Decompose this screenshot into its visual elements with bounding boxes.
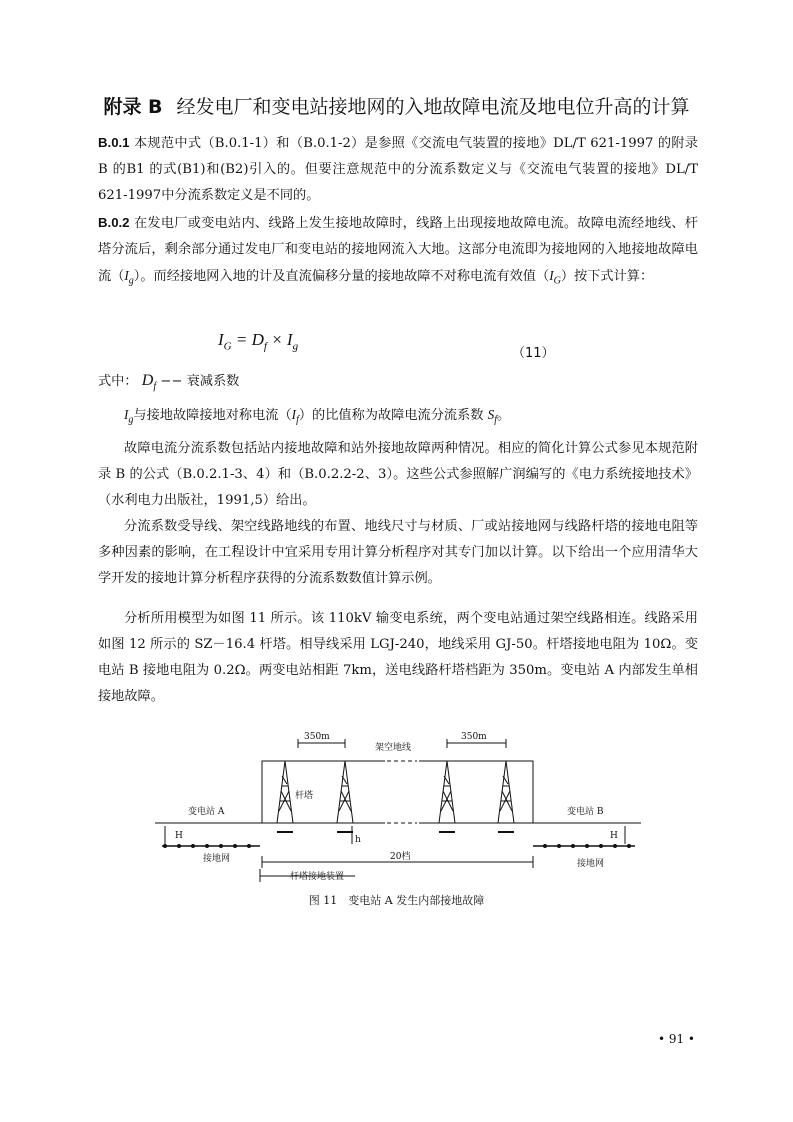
symbol-ig: $I_g$ [124,268,134,287]
paragraph-split: 故障电流分流系数包括站内接地故障和站外接地故障两种情况。相应的简化计算公式参见本规范附录 B 的公式（B.0.2.1-3、4）和（B.0.2.2-2、3）。这些公式参照解广润编写的《电力系统接地技术》（水利电力出版社，1991,5）给出。 [98,441,698,508]
symbol-If: $I_f$ [291,407,299,426]
label-tower: 杆塔 [295,791,314,801]
paragraph-factors: 分流系数受导线、架空线路地线的布置、地线尺寸与材质、厂或站接地网与线路杆塔的接地电阻等多种因素的影响，在工程设计中宜采用专用计算分析程序对其专门加以计算。以下给出一个应用清华大学开发的接地计算分析程序获得的分流系数数值计算示例。 [98,519,698,586]
paragraph-ratio: $I_g$与接地故障接地对称电流$(I_f)$的比值称为故障电流分流系数 $S_f$。 [124,407,511,426]
clause-text: 在发电厂或变电站内、线路上发生接地故障时，线路上出现接地故障电流。故障电流经地线、杆塔分流后，剩余部分通过发电厂和变电站的接地网流入大地。这部分电流即为接地网的入地接地故障电流（ [98,216,698,284]
label-h-right: H [610,831,618,841]
ratio-text: 与接地故障接地对称电流（ [133,408,292,423]
formula-number: （11） [512,346,555,361]
symbol-Sf: $S_f$ [487,407,498,426]
label-station-b: 变电站 B [567,807,604,817]
figure-caption: 图 11 变电站 A 发生内部接地故障 [308,894,485,907]
label-grid-right: 接地网 [577,859,605,869]
figure-11 [155,726,641,886]
ratio-text: ）的比值称为故障电流分流系数 [298,408,484,423]
clause-text: ）。而经接地网入地的计及直流偏移分量的接地故障不对称电流有效值（ [133,269,550,284]
clause-label: B.0.2 [98,215,130,230]
clause-label: B.0.1 [98,135,130,150]
tower-4 [498,761,514,832]
where-prefix: 式中： [98,374,138,389]
label-span-left: 350m [304,732,330,742]
paragraph-b01 [98,130,698,209]
appendix-title: 经发电厂和变电站接地网的入地故障电流及地电位升高的计算 [176,96,690,118]
clause-text: ）按下式计算： [560,269,654,284]
label-span-right: 350m [461,732,487,742]
label-ground-wire: 架空地线 [375,743,412,753]
label-grid-left: 接地网 [203,854,231,864]
where-definition: 衰减系数 [186,374,240,389]
page-number: • 91 • [657,1032,695,1046]
label-h-left: H [175,831,183,841]
label-tower-grounding: 杆塔接地装置 [290,872,345,882]
page-title [0,94,793,120]
clause-text: 本规范中式（B.0.1-1）和（B.0.1-2）是参照《交流电气装置的接地》DL/T 621-1997 的附录 B 的B1 的式(B1)和(B2)引入的。但要注意规范中的分流系数定义与《交流电气装置的接地》DL/T 621-1997中分流系数定义是不同的。 [98,136,698,203]
label-station-a: 变电站 A [188,807,225,817]
symbol-ig: $I_g$ [124,407,134,426]
formula-11: $I_G = D_f \times I_g$ [218,330,299,353]
tower-1 [277,761,293,832]
label-spans: 20档 [390,852,411,862]
paragraph-where: 式中： $D_f$ −− 衰减系数 [98,372,240,393]
appendix-tag: 附录 B [103,96,163,118]
label-h-tower: h [355,835,361,845]
tower-2 [337,761,353,832]
paragraph-model: 分析所用模型为如图 11 所示。该 110kV 输变电系统，两个变电站通过架空线路相连。线路采用如图 12 所示的 SZ－16.4 杆塔。相导线采用 LGJ-240，地线采用 GJ-50。杆塔接地电阻为 10Ω。变电站 B 接地电阻为 0.2Ω。两变电站相距 7km，送电线路杆塔档距为 350m。变电站 A 内部发生单相接地故障。 [98,611,698,704]
tower-3 [439,761,455,832]
grid-nodes [163,844,631,848]
symbol-Df: $D_f$ [141,372,157,393]
symbol-IG: $I_G$ [549,268,561,287]
paragraph-b02 [98,210,698,295]
